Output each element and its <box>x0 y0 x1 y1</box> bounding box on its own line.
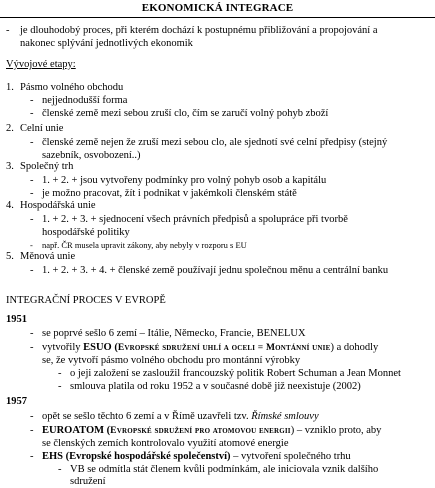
y1957-bullet-3 <box>42 450 351 463</box>
stage-1-bullet-2: členské země mezi sebou zruší clo, čím se zaručí volný pohyb zboží <box>42 108 329 119</box>
y1957-bullet-1-mark: - <box>30 411 34 422</box>
rome-treaties: Římské smlouvy <box>251 411 319 422</box>
y1951-bullet-2-cont: se, že vytvoří pásmo volného obchodu pro montánní výrobky <box>42 355 301 366</box>
intro-line-2: nakonec splývání jednotlivých ekonomik <box>20 38 193 49</box>
stage-2-name: Celní unie <box>20 123 64 134</box>
document-title: EKONOMICKÁ INTEGRACE <box>141 2 294 14</box>
y1957-sub-1-line-1: VB se odmítla stát členem kvůli podmínkám, ale iniciovala vznik dalšího <box>70 464 379 475</box>
stage-4-name: Hospodářská unie <box>20 200 96 211</box>
y1951-sub-2-mark: - <box>58 381 62 392</box>
y1951-bullet-1-mark: - <box>30 328 34 339</box>
title-divider <box>0 17 435 18</box>
stage-2-bullet-1-line-1: členské země nejen že zruší mezi sebou clo, ale sjednotí své celní předpisy (stejný <box>42 137 388 148</box>
y1957-bullet-2-mark: - <box>30 425 34 436</box>
stage-5-bullet-1-mark: - <box>30 265 34 276</box>
y1951-bullet-1: se poprvé sešlo 6 zemí – Itálie, Německo, Francie, BENELUX <box>42 328 306 339</box>
stage-2-number: 2. <box>6 123 14 134</box>
stage-4-bullet-2: např. ČR musela upravit zákony, aby nebyly v rozporu s EU <box>42 240 247 250</box>
stage-4-bullet-1-line-2: hospodářské politiky <box>42 227 130 238</box>
stage-5-name: Měnová unie <box>20 251 76 262</box>
stage-4-bullet-1-mark: - <box>30 214 34 225</box>
y1951-bullet-2-post: ) a dohodly <box>330 342 379 353</box>
intro-bullet: - <box>6 25 10 36</box>
y1951-bullet-2 <box>42 341 378 355</box>
stage-1-bullet-1-mark: - <box>30 95 34 106</box>
stages-heading: Vývojové etapy: <box>6 59 76 70</box>
process-heading: INTEGRAČNÍ PROCES V EVROPĚ <box>6 295 166 306</box>
esuo-acronym: ESUO <box>83 342 112 353</box>
stage-3-bullet-2: je možno pracovat, žít i podnikat v jakémkoli členském státě <box>42 188 297 199</box>
stage-1-bullet-1: nejjednodušší forma <box>42 95 128 106</box>
euroatom-paren-open: ( <box>104 425 111 436</box>
y1957-bullet-3-mark: - <box>30 451 34 462</box>
stage-5-number: 5. <box>6 251 14 262</box>
stage-1-name: Pásmo volného obchodu <box>20 82 124 93</box>
stage-4-number: 4. <box>6 200 14 211</box>
stage-4-bullet-1-line-1: 1. + 2. + 3. + sjednocení všech právních předpisů a spolupráce při tvorbě <box>42 214 348 225</box>
y1951-sub-2: smlouva platila od roku 1952 a v současné době již neexistuje (2002) <box>70 381 361 392</box>
y1957-sub-1-line-2: sdružení <box>70 476 106 487</box>
stage-3-bullet-2-mark: - <box>30 188 34 199</box>
year-1957: 1957 <box>6 396 27 407</box>
stage-3-number: 3. <box>6 161 14 172</box>
stage-2-bullet-1-line-2: sazebník, osvobození..) <box>42 150 141 161</box>
y1957-bullet-1 <box>42 410 319 423</box>
y1957-bullet-2-post: ) – vzniklo proto, aby <box>290 425 382 436</box>
y1957-bullet-3-post: – vytvoření společného trhu <box>230 451 351 462</box>
stage-3-bullet-1-mark: - <box>30 175 34 186</box>
stage-2-bullet-1-mark: - <box>30 137 34 148</box>
euroatom-acronym: EUROATOM <box>42 425 105 436</box>
stage-5-bullet-1: 1. + 2. + 3. + 4. + členské země používají jednu společnou měnu a centrální banku <box>42 265 389 276</box>
y1957-bullet-2 <box>42 424 381 438</box>
stage-1-number: 1. <box>6 82 14 93</box>
stage-4-bullet-2-mark: - <box>30 240 33 250</box>
esuo-paren-open: ( <box>111 342 118 353</box>
year-1951: 1951 <box>6 314 27 325</box>
y1957-bullet-2-cont: se členských zemích kontrolovalo využití atomové energie <box>42 438 289 449</box>
y1951-sub-1: o jeji založení se zasloužil francouzský politik Robert Schuman a Jean Monnet <box>70 368 401 379</box>
y1951-bullet-2-mark: - <box>30 342 34 353</box>
y1957-bullet-1-pre: opět se sešlo těchto 6 zemí a v Římě uzavřeli tzv. <box>42 411 252 422</box>
stage-3-name: Společný trh <box>20 161 74 172</box>
y1951-bullet-2-pre: vytvořily <box>42 342 84 353</box>
esuo-full-name: Evropské sdružení uhlí a oceli = Montánní unie <box>117 343 331 353</box>
intro-line-1: je dlouhodobý proces, při kterém dochází k postupnému přibližování a propojování a <box>20 25 378 36</box>
stage-1-bullet-2-mark: - <box>30 108 34 119</box>
y1951-sub-1-mark: - <box>58 368 62 379</box>
ehs-name: EHS (Evropské hospodářské společenství) <box>42 451 231 462</box>
y1957-sub-1-mark: - <box>58 464 62 475</box>
stage-3-bullet-1: 1. + 2. + jsou vytvořeny podmínky pro volný pohyb osob a kapitálu <box>42 175 327 186</box>
euroatom-full-name: Evropské sdružení pro atomovou energii <box>110 426 291 436</box>
